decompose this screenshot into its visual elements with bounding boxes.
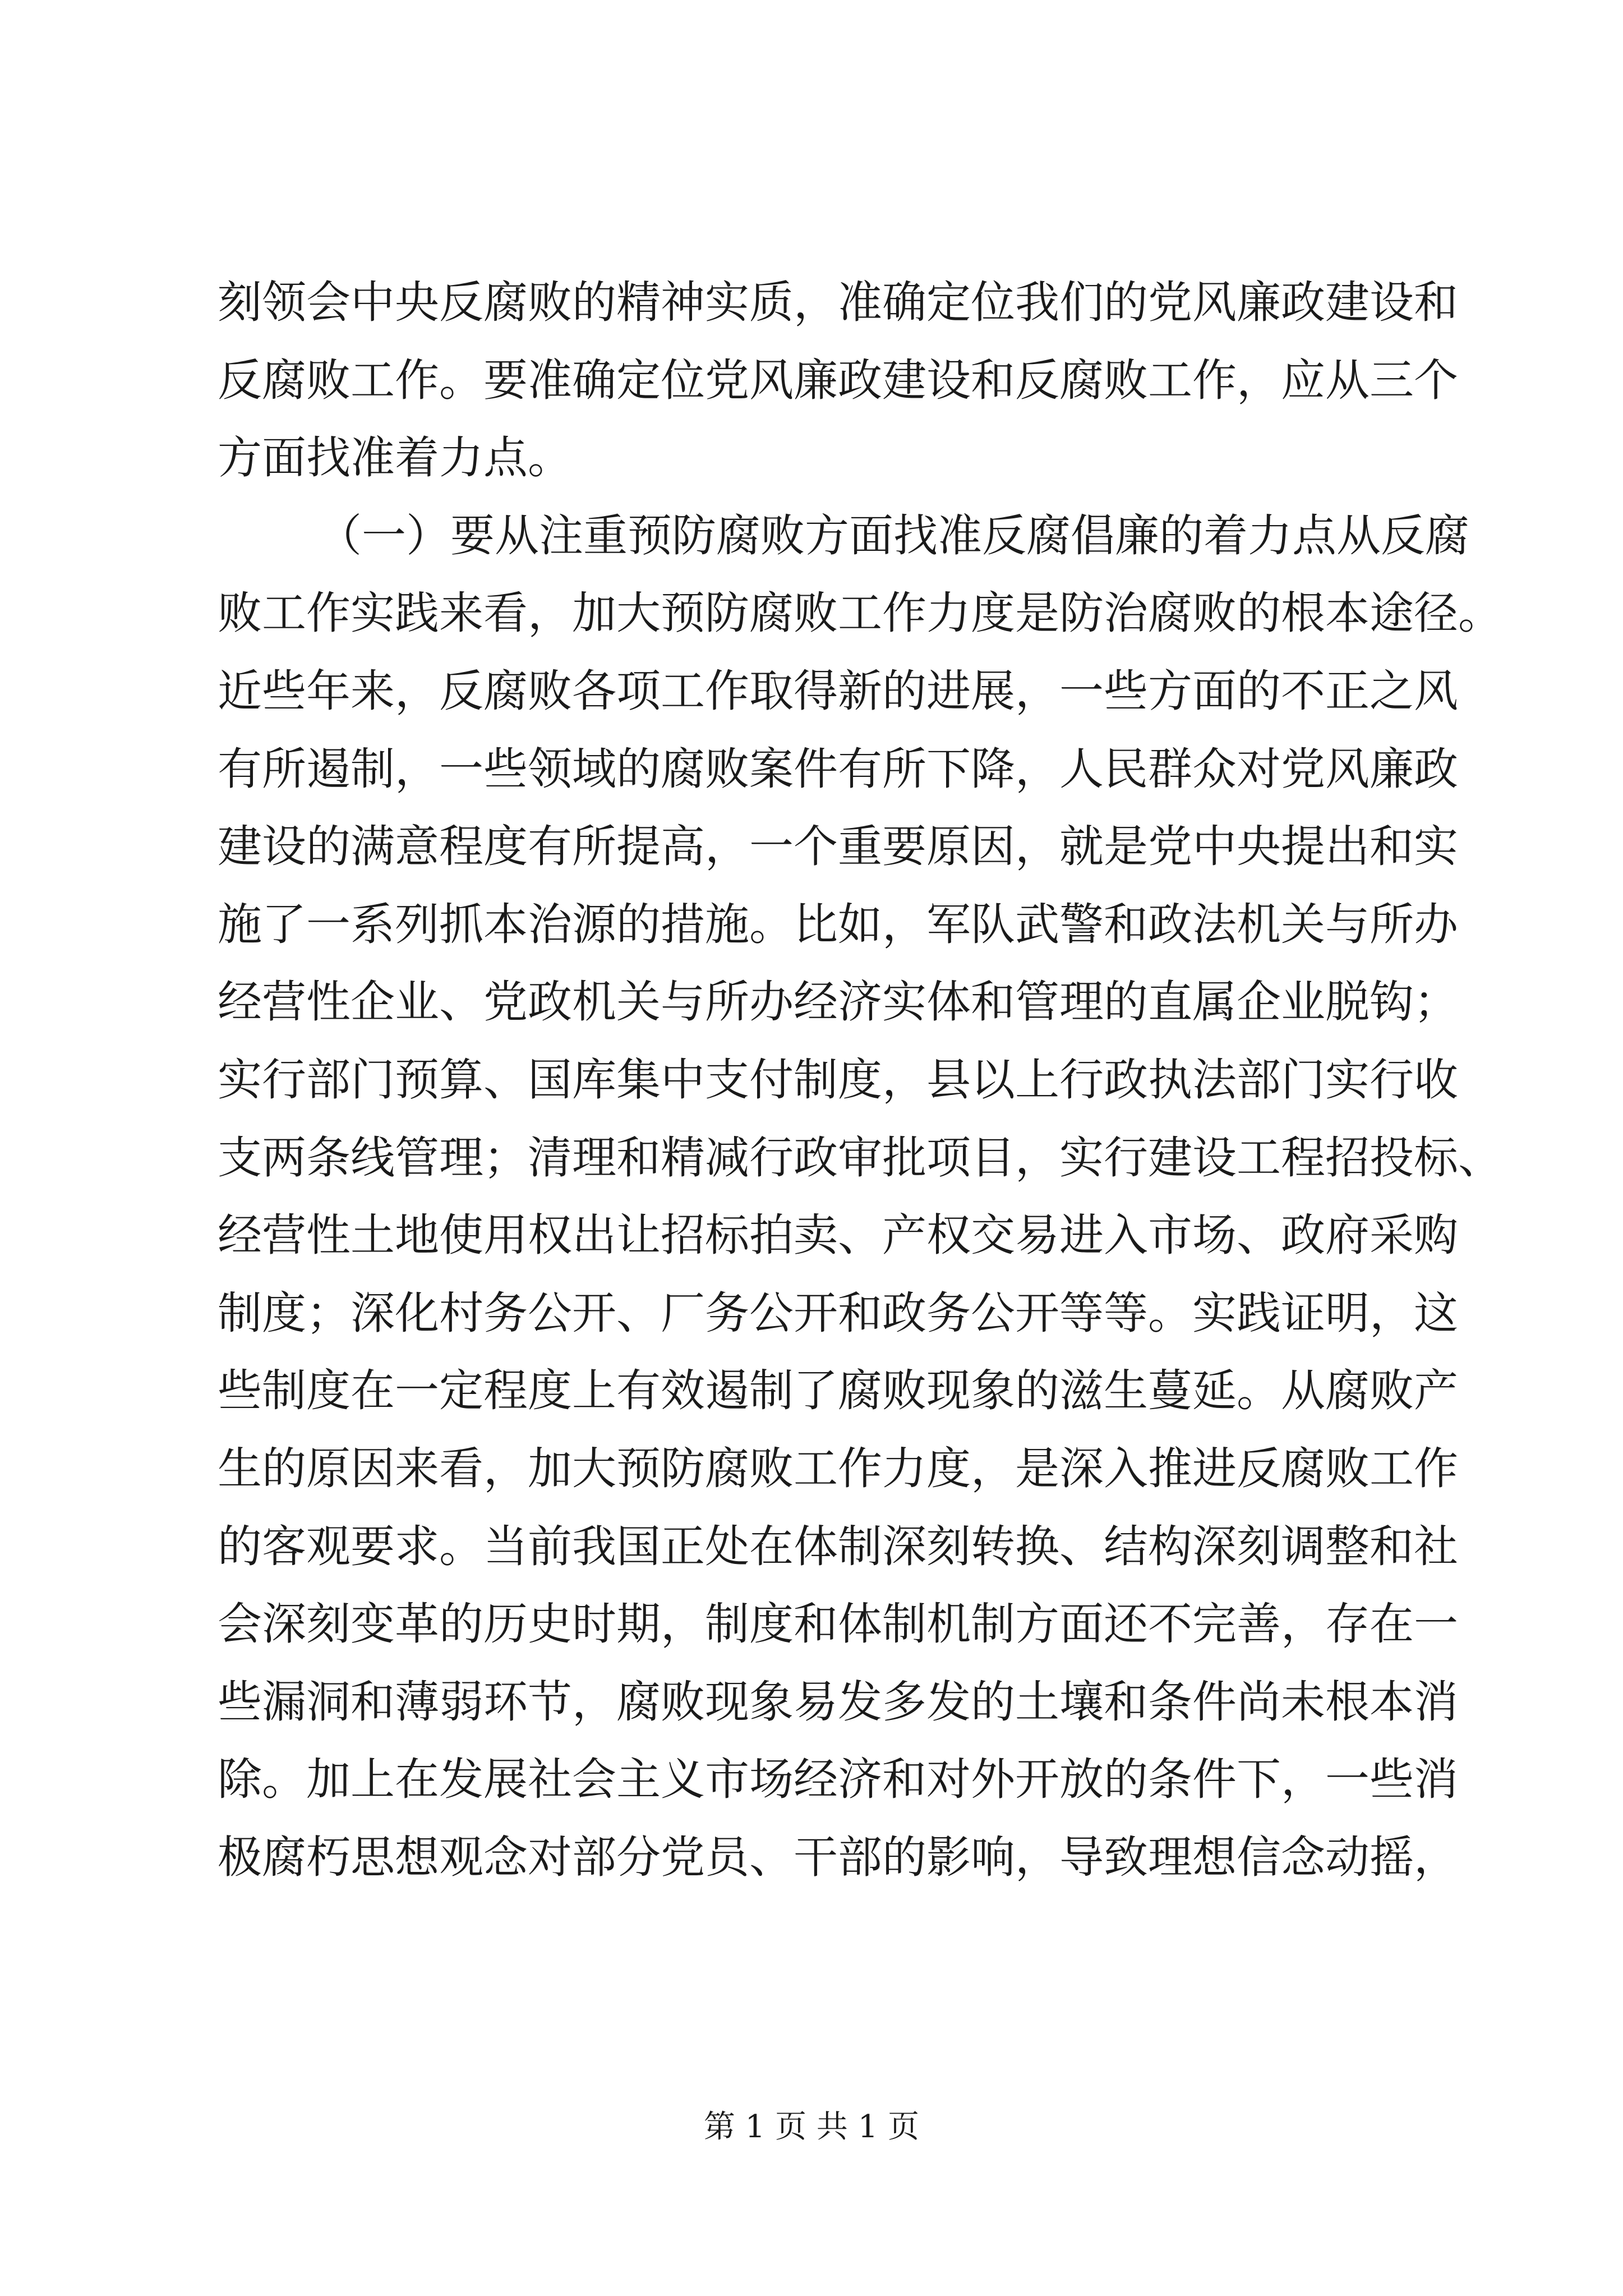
text-line: 建设的满意程度有所提高，一个重要原因，就是党中央提出和实 bbox=[218, 821, 1458, 873]
text-line: 有所遏制，一些领域的腐败案件有所下降，人民群众对党风廉政 bbox=[218, 743, 1458, 795]
text-line: （一）要从注重预防腐败方面找准反腐倡廉的着力点从反腐 bbox=[317, 509, 1469, 562]
text-line: 极腐朽思想观念对部分党员、干部的影响，导致理想信念动摇， bbox=[218, 1831, 1458, 1883]
text-line: 近些年来，反腐败各项工作取得新的进展，一些方面的不正之风 bbox=[218, 665, 1458, 717]
text-line: 的客观要求。当前我国正处在体制深刻转换、结构深刻调整和社 bbox=[218, 1520, 1458, 1572]
text-line: 制度；深化村务公开、厂务公开和政务公开等等。实践证明，这 bbox=[218, 1287, 1458, 1339]
page-number: 第 1 页 共 1 页 bbox=[703, 2109, 920, 2145]
page-footer bbox=[0, 2105, 1623, 2150]
text-line: 除。加上在发展社会主义市场经济和对外开放的条件下，一些消 bbox=[218, 1754, 1458, 1806]
text-line: 会深刻变革的历史时期，制度和体制机制方面还不完善，存在一 bbox=[218, 1598, 1458, 1650]
text-line: 反腐败工作。要准确定位党风廉政建设和反腐败工作，应从三个 bbox=[218, 354, 1458, 406]
text-line: 施了一系列抓本治源的措施。比如，军队武警和政法机关与所办 bbox=[218, 898, 1458, 950]
text-line: 些漏洞和薄弱环节，腐败现象易发多发的土壤和条件尚未根本消 bbox=[218, 1676, 1458, 1728]
text-line: 败工作实践来看，加大预防腐败工作力度是防治腐败的根本途径。 bbox=[218, 587, 1502, 639]
text-line: 经营性土地使用权出让招标拍卖、产权交易进入市场、政府采购 bbox=[218, 1209, 1458, 1262]
text-line: 实行部门预算、国库集中支付制度，县以上行政执法部门实行收 bbox=[218, 1053, 1458, 1106]
text-line: 方面找准着力点。 bbox=[218, 432, 572, 484]
text-line: 支两条线管理；清理和精减行政审批项目，实行建设工程招投标、 bbox=[218, 1131, 1502, 1184]
text-line: 生的原因来看，加大预防腐败工作力度，是深入推进反腐败工作 bbox=[218, 1442, 1458, 1494]
text-line: 些制度在一定程度上有效遏制了腐败现象的滋生蔓延。从腐败产 bbox=[218, 1365, 1458, 1417]
body-text bbox=[218, 264, 1502, 1896]
text-line: 经营性企业、党政机关与所办经济实体和管理的直属企业脱钩； bbox=[218, 976, 1458, 1028]
text-line: 刻领会中央反腐败的精神实质，准确定位我们的党风廉政建设和 bbox=[218, 277, 1458, 328]
